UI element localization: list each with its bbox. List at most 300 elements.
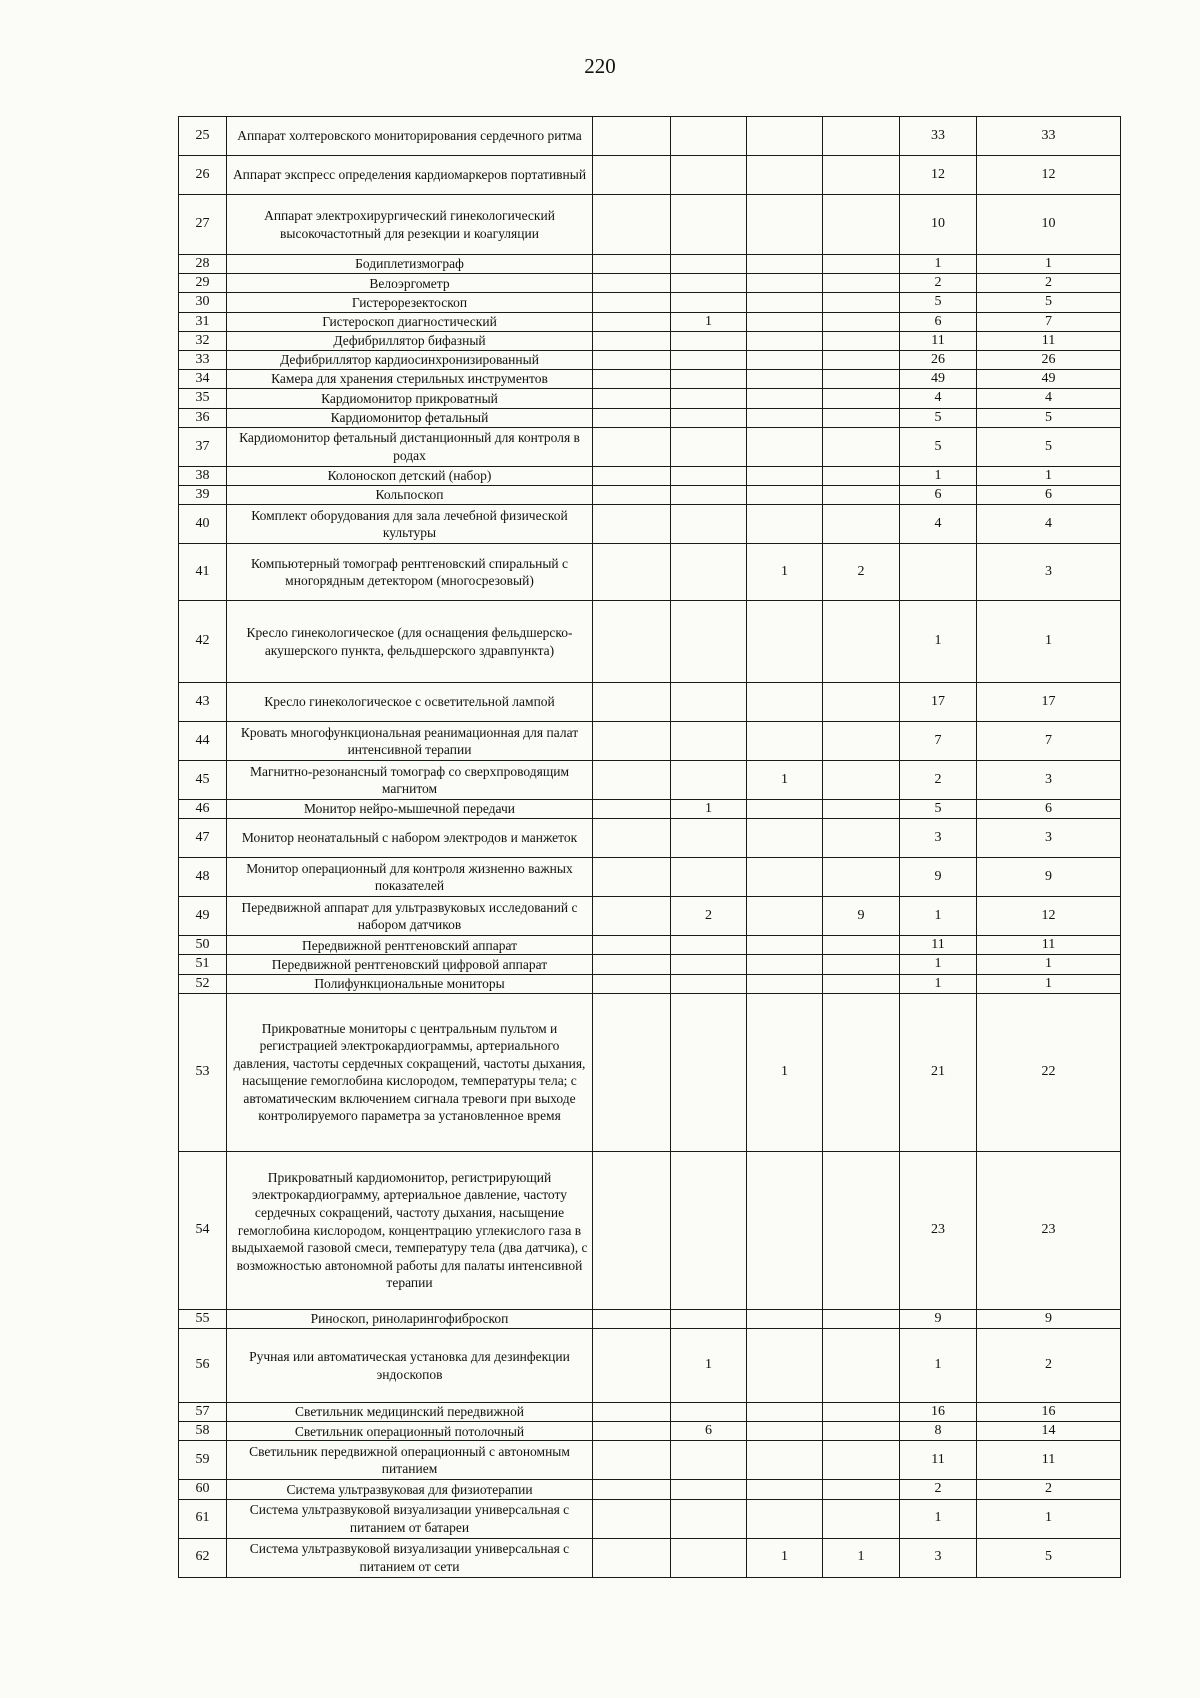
quantity-cell-c1	[593, 1499, 671, 1538]
quantity-cell-c1	[593, 1329, 671, 1403]
quantity-cell-c2: 1	[671, 800, 747, 819]
quantity-cell-c4	[823, 195, 900, 255]
quantity-cell-c5: 49	[900, 370, 977, 389]
quantity-cell-c1	[593, 1403, 671, 1422]
quantity-cell-c5: 5	[900, 427, 977, 466]
quantity-cell-c6: 33	[977, 117, 1121, 156]
table-row	[179, 1422, 1121, 1441]
equipment-name: Система ультразвуковой визуализации универсальная с питанием от сети	[227, 1538, 593, 1577]
table-row	[179, 255, 1121, 274]
row-number: 37	[179, 427, 227, 466]
quantity-cell-c3	[747, 1441, 823, 1480]
quantity-cell-c5: 21	[900, 993, 977, 1151]
quantity-cell-c3	[747, 466, 823, 485]
quantity-cell-c1	[593, 993, 671, 1151]
quantity-cell-c5: 2	[900, 1480, 977, 1499]
quantity-cell-c1	[593, 1441, 671, 1480]
quantity-cell-c3	[747, 195, 823, 255]
equipment-name: Кресло гинекологическое (для оснащения фельдшерско-акушерского пункта, фельдшерского здравпункта)	[227, 601, 593, 683]
quantity-cell-c5: 11	[900, 1441, 977, 1480]
quantity-cell-c2	[671, 156, 747, 195]
quantity-cell-c3	[747, 1499, 823, 1538]
quantity-cell-c5: 1	[900, 955, 977, 974]
quantity-cell-c3: 1	[747, 993, 823, 1151]
table-row	[179, 293, 1121, 312]
equipment-name: Светильник медицинский передвижной	[227, 1403, 593, 1422]
row-number: 39	[179, 485, 227, 504]
table-row	[179, 722, 1121, 761]
quantity-cell-c4	[823, 974, 900, 993]
quantity-cell-c1	[593, 1538, 671, 1577]
quantity-cell-c1	[593, 408, 671, 427]
quantity-cell-c1	[593, 505, 671, 544]
quantity-cell-c2	[671, 955, 747, 974]
quantity-cell-c2	[671, 485, 747, 504]
row-number: 46	[179, 800, 227, 819]
equipment-name: Магнитно-резонансный томограф со сверхпроводящим магнитом	[227, 761, 593, 800]
quantity-cell-c4	[823, 293, 900, 312]
quantity-cell-c3	[747, 683, 823, 722]
quantity-cell-c4	[823, 1403, 900, 1422]
quantity-cell-c4: 1	[823, 1538, 900, 1577]
quantity-cell-c5: 26	[900, 350, 977, 369]
quantity-cell-c2: 1	[671, 1329, 747, 1403]
table-row	[179, 544, 1121, 601]
quantity-cell-c5: 9	[900, 858, 977, 897]
quantity-cell-c1	[593, 466, 671, 485]
quantity-cell-c4	[823, 1329, 900, 1403]
quantity-cell-c6: 16	[977, 1403, 1121, 1422]
quantity-cell-c4	[823, 1309, 900, 1328]
equipment-name: Прикроватные мониторы с центральным пультом и регистрацией электрокардиограммы, артериального давления, частоты сердечных сокращений, частоты дыхания, насыщение гемоглобина кислородом, температуры тела; с автоматическим включением сигнала тревоги при выходе контролируемого параметра за установленное время	[227, 993, 593, 1151]
quantity-cell-c3	[747, 897, 823, 936]
quantity-cell-c6: 2	[977, 1480, 1121, 1499]
table-row	[179, 601, 1121, 683]
quantity-cell-c4	[823, 800, 900, 819]
quantity-cell-c2	[671, 255, 747, 274]
quantity-cell-c2	[671, 427, 747, 466]
quantity-cell-c2	[671, 974, 747, 993]
quantity-cell-c2	[671, 936, 747, 955]
quantity-cell-c2	[671, 466, 747, 485]
table-row	[179, 897, 1121, 936]
quantity-cell-c3: 1	[747, 544, 823, 601]
quantity-cell-c4	[823, 350, 900, 369]
quantity-cell-c5: 10	[900, 195, 977, 255]
quantity-cell-c4: 9	[823, 897, 900, 936]
equipment-table-body	[179, 117, 1121, 1578]
quantity-cell-c5: 5	[900, 408, 977, 427]
quantity-cell-c6: 9	[977, 1309, 1121, 1328]
equipment-name: Кольпоскоп	[227, 485, 593, 504]
quantity-cell-c3	[747, 858, 823, 897]
quantity-cell-c2	[671, 993, 747, 1151]
quantity-cell-c6: 11	[977, 331, 1121, 350]
table-row	[179, 936, 1121, 955]
row-number: 49	[179, 897, 227, 936]
quantity-cell-c6: 3	[977, 761, 1121, 800]
quantity-cell-c6: 10	[977, 195, 1121, 255]
row-number: 25	[179, 117, 227, 156]
quantity-cell-c3	[747, 800, 823, 819]
quantity-cell-c4	[823, 993, 900, 1151]
equipment-name: Монитор операционный для контроля жизненно важных показателей	[227, 858, 593, 897]
quantity-cell-c1	[593, 601, 671, 683]
quantity-cell-c4	[823, 1422, 900, 1441]
quantity-cell-c1	[593, 897, 671, 936]
quantity-cell-c2	[671, 350, 747, 369]
quantity-cell-c2: 2	[671, 897, 747, 936]
quantity-cell-c4	[823, 858, 900, 897]
quantity-cell-c2	[671, 1441, 747, 1480]
quantity-cell-c2	[671, 1538, 747, 1577]
quantity-cell-c1	[593, 936, 671, 955]
quantity-cell-c5: 5	[900, 800, 977, 819]
quantity-cell-c3	[747, 370, 823, 389]
quantity-cell-c3	[747, 819, 823, 858]
quantity-cell-c2	[671, 1480, 747, 1499]
equipment-name: Дефибриллятор кардиосинхронизированный	[227, 350, 593, 369]
quantity-cell-c3	[747, 274, 823, 293]
table-row	[179, 761, 1121, 800]
table-row	[179, 974, 1121, 993]
quantity-cell-c6: 7	[977, 722, 1121, 761]
quantity-cell-c1	[593, 1422, 671, 1441]
row-number: 47	[179, 819, 227, 858]
table-row	[179, 800, 1121, 819]
quantity-cell-c4	[823, 1151, 900, 1309]
quantity-cell-c4	[823, 761, 900, 800]
quantity-cell-c5: 3	[900, 1538, 977, 1577]
quantity-cell-c5: 9	[900, 1309, 977, 1328]
equipment-table	[178, 116, 1121, 1578]
table-row	[179, 370, 1121, 389]
quantity-cell-c2	[671, 195, 747, 255]
row-number: 58	[179, 1422, 227, 1441]
quantity-cell-c6: 1	[977, 1499, 1121, 1538]
equipment-name: Комплект оборудования для зала лечебной физической культуры	[227, 505, 593, 544]
quantity-cell-c2	[671, 683, 747, 722]
quantity-cell-c3: 1	[747, 761, 823, 800]
quantity-cell-c3	[747, 331, 823, 350]
quantity-cell-c1	[593, 485, 671, 504]
quantity-cell-c3	[747, 601, 823, 683]
quantity-cell-c5: 1	[900, 601, 977, 683]
quantity-cell-c1	[593, 350, 671, 369]
quantity-cell-c1	[593, 255, 671, 274]
quantity-cell-c1	[593, 1151, 671, 1309]
quantity-cell-c2: 6	[671, 1422, 747, 1441]
quantity-cell-c3: 1	[747, 1538, 823, 1577]
table-row	[179, 505, 1121, 544]
quantity-cell-c4	[823, 1441, 900, 1480]
quantity-cell-c3	[747, 1309, 823, 1328]
quantity-cell-c3	[747, 1422, 823, 1441]
quantity-cell-c5: 5	[900, 293, 977, 312]
quantity-cell-c6: 5	[977, 408, 1121, 427]
quantity-cell-c1	[593, 722, 671, 761]
equipment-name: Аппарат холтеровского мониторирования сердечного ритма	[227, 117, 593, 156]
quantity-cell-c2	[671, 389, 747, 408]
quantity-cell-c5: 16	[900, 1403, 977, 1422]
row-number: 29	[179, 274, 227, 293]
quantity-cell-c1	[593, 293, 671, 312]
row-number: 52	[179, 974, 227, 993]
equipment-name: Монитор неонатальный с набором электродов и манжеток	[227, 819, 593, 858]
row-number: 44	[179, 722, 227, 761]
table-row	[179, 955, 1121, 974]
quantity-cell-c4	[823, 274, 900, 293]
quantity-cell-c2	[671, 370, 747, 389]
row-number: 61	[179, 1499, 227, 1538]
quantity-cell-c3	[747, 485, 823, 504]
table-row	[179, 312, 1121, 331]
quantity-cell-c4	[823, 117, 900, 156]
quantity-cell-c3	[747, 1329, 823, 1403]
equipment-name: Компьютерный томограф рентгеновский спиральный с многорядным детектором (многосрезовый)	[227, 544, 593, 601]
table-row	[179, 1151, 1121, 1309]
row-number: 55	[179, 1309, 227, 1328]
table-row	[179, 485, 1121, 504]
table-row	[179, 195, 1121, 255]
quantity-cell-c3	[747, 1151, 823, 1309]
quantity-cell-c1	[593, 683, 671, 722]
equipment-name: Кресло гинекологическое с осветительной лампой	[227, 683, 593, 722]
quantity-cell-c2	[671, 331, 747, 350]
row-number: 53	[179, 993, 227, 1151]
quantity-cell-c6: 2	[977, 1329, 1121, 1403]
quantity-cell-c2	[671, 819, 747, 858]
quantity-cell-c1	[593, 955, 671, 974]
row-number: 51	[179, 955, 227, 974]
quantity-cell-c3	[747, 974, 823, 993]
table-row	[179, 1538, 1121, 1577]
equipment-name: Монитор нейро-мышечной передачи	[227, 800, 593, 819]
table-row	[179, 408, 1121, 427]
quantity-cell-c3	[747, 156, 823, 195]
equipment-name: Аппарат электрохирургический гинекологический высокочастотный для резекции и коагуляции	[227, 195, 593, 255]
quantity-cell-c6: 11	[977, 1441, 1121, 1480]
quantity-cell-c2	[671, 544, 747, 601]
quantity-cell-c3	[747, 427, 823, 466]
quantity-cell-c1	[593, 974, 671, 993]
quantity-cell-c3	[747, 389, 823, 408]
table-row	[179, 993, 1121, 1151]
table-row	[179, 350, 1121, 369]
quantity-cell-c5: 11	[900, 331, 977, 350]
quantity-cell-c5: 1	[900, 1499, 977, 1538]
quantity-cell-c1	[593, 331, 671, 350]
quantity-cell-c2: 1	[671, 312, 747, 331]
quantity-cell-c1	[593, 195, 671, 255]
equipment-name: Кардиомонитор фетальный дистанционный для контроля в родах	[227, 427, 593, 466]
quantity-cell-c2	[671, 858, 747, 897]
quantity-cell-c1	[593, 819, 671, 858]
equipment-name: Бодиплетизмограф	[227, 255, 593, 274]
quantity-cell-c2	[671, 117, 747, 156]
quantity-cell-c2	[671, 293, 747, 312]
quantity-cell-c3	[747, 408, 823, 427]
row-number: 35	[179, 389, 227, 408]
quantity-cell-c6: 5	[977, 427, 1121, 466]
quantity-cell-c1	[593, 1309, 671, 1328]
equipment-name: Ручная или автоматическая установка для дезинфекции эндоскопов	[227, 1329, 593, 1403]
quantity-cell-c2	[671, 1151, 747, 1309]
equipment-name: Гистероскоп диагностический	[227, 312, 593, 331]
equipment-name: Передвижной рентгеновский аппарат	[227, 936, 593, 955]
table-row	[179, 156, 1121, 195]
row-number: 34	[179, 370, 227, 389]
quantity-cell-c5: 2	[900, 761, 977, 800]
quantity-cell-c6: 1	[977, 601, 1121, 683]
quantity-cell-c2	[671, 408, 747, 427]
table-row	[179, 1480, 1121, 1499]
table-row	[179, 1403, 1121, 1422]
quantity-cell-c1	[593, 800, 671, 819]
table-row	[179, 1309, 1121, 1328]
quantity-cell-c2	[671, 761, 747, 800]
quantity-cell-c5: 1	[900, 974, 977, 993]
row-number: 38	[179, 466, 227, 485]
equipment-name: Передвижной аппарат для ультразвуковых исследований с набором датчиков	[227, 897, 593, 936]
table-row	[179, 858, 1121, 897]
equipment-name: Полифункциональные мониторы	[227, 974, 593, 993]
quantity-cell-c1	[593, 1480, 671, 1499]
quantity-cell-c6: 17	[977, 683, 1121, 722]
equipment-name: Прикроватный кардиомонитор, регистрирующий электрокардиограмму, артериальное давление, частоту сердечных сокращений, частоту дыхания, насыщение гемоглобина кислородом, концентрацию углекислого газа в выдыхаемой газовой смеси, температуру тела (два датчика), с возможностью автономной работы для палаты интенсивной терапии	[227, 1151, 593, 1309]
quantity-cell-c3	[747, 1403, 823, 1422]
quantity-cell-c6: 23	[977, 1151, 1121, 1309]
quantity-cell-c2	[671, 722, 747, 761]
quantity-cell-c2	[671, 601, 747, 683]
quantity-cell-c5: 4	[900, 389, 977, 408]
row-number: 59	[179, 1441, 227, 1480]
quantity-cell-c5: 6	[900, 485, 977, 504]
quantity-cell-c4	[823, 427, 900, 466]
equipment-name: Светильник передвижной операционный с автономным питанием	[227, 1441, 593, 1480]
quantity-cell-c3	[747, 350, 823, 369]
page-number: 220	[584, 54, 616, 78]
table-row	[179, 117, 1121, 156]
table-row	[179, 1499, 1121, 1538]
equipment-name: Кардиомонитор фетальный	[227, 408, 593, 427]
quantity-cell-c6: 6	[977, 800, 1121, 819]
quantity-cell-c3	[747, 936, 823, 955]
quantity-cell-c4	[823, 955, 900, 974]
quantity-cell-c6: 2	[977, 274, 1121, 293]
quantity-cell-c4	[823, 312, 900, 331]
quantity-cell-c6: 49	[977, 370, 1121, 389]
quantity-cell-c5: 4	[900, 505, 977, 544]
row-number: 42	[179, 601, 227, 683]
table-row	[179, 427, 1121, 466]
row-number: 54	[179, 1151, 227, 1309]
quantity-cell-c6: 1	[977, 255, 1121, 274]
quantity-cell-c5: 2	[900, 274, 977, 293]
quantity-cell-c4	[823, 819, 900, 858]
row-number: 33	[179, 350, 227, 369]
quantity-cell-c5: 12	[900, 156, 977, 195]
quantity-cell-c3	[747, 293, 823, 312]
quantity-cell-c5: 11	[900, 936, 977, 955]
quantity-cell-c1	[593, 312, 671, 331]
quantity-cell-c6: 3	[977, 819, 1121, 858]
quantity-cell-c5: 17	[900, 683, 977, 722]
quantity-cell-c6: 12	[977, 156, 1121, 195]
quantity-cell-c3	[747, 312, 823, 331]
row-number: 56	[179, 1329, 227, 1403]
quantity-cell-c4	[823, 370, 900, 389]
table-row	[179, 389, 1121, 408]
quantity-cell-c6: 14	[977, 1422, 1121, 1441]
quantity-cell-c5: 23	[900, 1151, 977, 1309]
equipment-name: Кровать многофункциональная реанимационная для палат интенсивной терапии	[227, 722, 593, 761]
quantity-cell-c6: 1	[977, 955, 1121, 974]
quantity-cell-c5: 1	[900, 897, 977, 936]
row-number: 60	[179, 1480, 227, 1499]
equipment-name: Аппарат экспресс определения кардиомаркеров портативный	[227, 156, 593, 195]
quantity-cell-c4	[823, 936, 900, 955]
quantity-cell-c5: 1	[900, 255, 977, 274]
quantity-cell-c2	[671, 274, 747, 293]
row-number: 40	[179, 505, 227, 544]
table-row	[179, 1441, 1121, 1480]
table-row	[179, 1329, 1121, 1403]
quantity-cell-c5: 7	[900, 722, 977, 761]
equipment-name: Система ультразвуковой визуализации универсальная с питанием от батареи	[227, 1499, 593, 1538]
equipment-name: Светильник операционный потолочный	[227, 1422, 593, 1441]
quantity-cell-c5: 6	[900, 312, 977, 331]
quantity-cell-c3	[747, 505, 823, 544]
quantity-cell-c4	[823, 1499, 900, 1538]
row-number: 48	[179, 858, 227, 897]
quantity-cell-c2	[671, 1403, 747, 1422]
equipment-name: Камера для хранения стерильных инструментов	[227, 370, 593, 389]
quantity-cell-c4: 2	[823, 544, 900, 601]
quantity-cell-c4	[823, 683, 900, 722]
quantity-cell-c5: 1	[900, 1329, 977, 1403]
quantity-cell-c4	[823, 601, 900, 683]
quantity-cell-c6: 26	[977, 350, 1121, 369]
row-number: 32	[179, 331, 227, 350]
quantity-cell-c4	[823, 466, 900, 485]
quantity-cell-c2	[671, 1309, 747, 1328]
equipment-name: Кардиомонитор прикроватный	[227, 389, 593, 408]
quantity-cell-c6: 4	[977, 389, 1121, 408]
quantity-cell-c5: 33	[900, 117, 977, 156]
equipment-name: Гистерорезектоскоп	[227, 293, 593, 312]
quantity-cell-c6: 6	[977, 485, 1121, 504]
quantity-cell-c5: 1	[900, 466, 977, 485]
row-number: 43	[179, 683, 227, 722]
quantity-cell-c6: 5	[977, 1538, 1121, 1577]
row-number: 26	[179, 156, 227, 195]
quantity-cell-c5	[900, 544, 977, 601]
quantity-cell-c1	[593, 389, 671, 408]
quantity-cell-c4	[823, 156, 900, 195]
row-number: 36	[179, 408, 227, 427]
quantity-cell-c3	[747, 117, 823, 156]
row-number: 31	[179, 312, 227, 331]
quantity-cell-c2	[671, 1499, 747, 1538]
quantity-cell-c4	[823, 389, 900, 408]
equipment-name: Дефибриллятор бифазный	[227, 331, 593, 350]
quantity-cell-c4	[823, 505, 900, 544]
row-number: 28	[179, 255, 227, 274]
quantity-cell-c3	[747, 1480, 823, 1499]
quantity-cell-c6: 22	[977, 993, 1121, 1151]
table-row	[179, 683, 1121, 722]
